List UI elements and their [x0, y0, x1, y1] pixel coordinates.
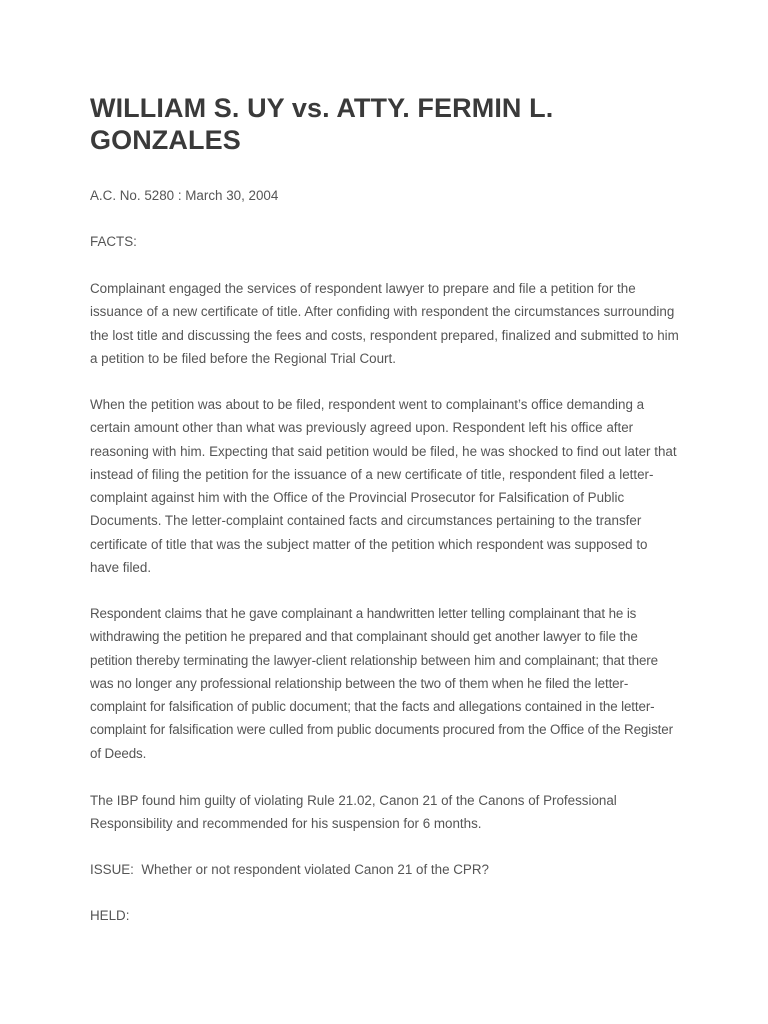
document-page: [90, 92, 680, 923]
paragraph-facts-4: The IBP found him guilty of violating Rule 21.02, Canon 21 of the Canons of Professional Responsibility and recommended for his suspension for 6 months.: [90, 793, 617, 832]
facts-label: FACTS:: [90, 234, 137, 249]
document-title: WILLIAM S. UY vs. ATTY. FERMIN L. GONZALES: [90, 93, 554, 155]
paragraph-facts-1: Complainant engaged the services of respondent lawyer to prepare and file a petition for the issuance of a new certificate of title. After confiding with respondent the circumstances surrounding the lost title and discussing the fees and costs, respondent prepared, finalized and submitted to him a petition to be filed before the Regional Trial Court.: [90, 281, 679, 366]
case-number: A.C. No. 5280 : March 30, 2004: [90, 188, 279, 203]
held-label: HELD:: [90, 908, 130, 923]
issue-text: ISSUE: Whether or not respondent violated Canon 21 of the CPR?: [90, 862, 489, 877]
paragraph-facts-2: When the petition was about to be filed, respondent went to complainant’s office demanding a certain amount other than what was previously agreed upon. Respondent left his office after reasoning with him. Expecting that said petition would be filed, he was shocked to find out later that instead of filing the petition for the issuance of a new certificate of title, respondent filed a letter-complaint against him with the Office of the Provincial Prosecutor for Falsification of Public Documents. The letter-complaint contained facts and circumstances pertaining to the transfer certificate of title that was the subject matter of the petition which respondent was supposed to have filed.: [90, 397, 677, 576]
paragraph-facts-3: Respondent claims that he gave complainant a handwritten letter telling complainant that he is withdrawing the petition he prepared and that complainant should get another lawyer to file the petition thereby terminating the lawyer-client relationship between him and complainant; that there was no longer any professional relationship between the two of them when he filed the letter-complaint for falsification of public document; that the facts and allegations contained in the letter-complaint for falsification were culled from public documents procured from the Office of the Register of Deeds.: [90, 606, 673, 761]
